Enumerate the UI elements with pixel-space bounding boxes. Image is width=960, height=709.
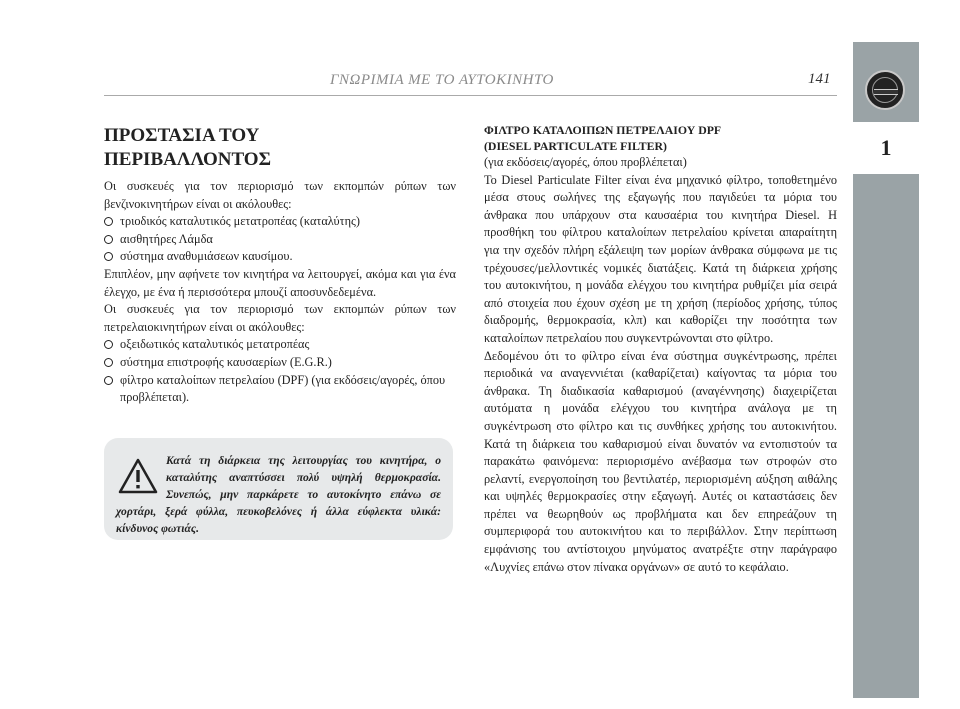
dpf-paragraph-2: Δεδομένου ότι το φίλτρο είναι ένα σύστημα συγκέντρωσης, πρέπει περιοδικά να αναγεννιέται (καθαρίζεται) καίγοντας τα μόρια του άνθρακα. Τη διαδικασία καθαρισμού (αναγέννησης) διαχειρίζεται αυτόματα η μονάδα ελέγχου του κινητήρα ανάλογα με τη συγκέντρωση στο φίλτρο και τις συνθήκες χρήσης του αυτοκινήτου. Κατά τη διάρκεια του καθαρισμού είναι δυνατόν να εντοπιστούν τα παρακάτω φαινόμενα: περιορισμένο ανέβασμα των στροφών στο ρελαντί, ενεργοποίηση του βεντιλατέρ, περιορισμένη αύξηση αιθάλης και υψηλές θερμοκρασίες στην εξαγωγή. Αυτές οι καταστάσεις δεν πρέπει να θεωρηθούν ως προβλήματα και δεν επηρεάζουν τη συμπεριφορά του αυτοκινήτου και το περιβάλλον. Στην περίπτωση εμφάνισης του αντίστοιχου μηνύματος ανατρέξτε στην παράγραφο «Λυχνίες επάνω στον πίνακα οργάνων» σε αυτό το κεφάλαιο. bbox=[484, 348, 837, 574]
dpf-title bbox=[484, 122, 837, 154]
section-heading-line2: ΠΕΡΙΒΑΛΛΟΝΤΟΣ bbox=[104, 149, 272, 170]
dpf-title-line1: ΦΙΛΤΡΟ ΚΑΤΑΛΟΙΠΩΝ ΠΕΤΡΕΛΑΙΟΥ DPF bbox=[484, 123, 722, 137]
logo-ring bbox=[872, 77, 898, 103]
dpf-title-line2: (DIESEL PARTICULATE FILTER) bbox=[484, 139, 667, 153]
list-item: αισθητήρες Λάμδα bbox=[104, 231, 456, 249]
chapter-tab[interactable]: 1 bbox=[853, 122, 919, 174]
list-item: οξειδωτικός καταλυτικός μετατροπέας bbox=[104, 336, 456, 354]
page-number: 141 bbox=[808, 71, 831, 87]
diesel-device-list bbox=[104, 336, 456, 406]
lancia-emblem-icon bbox=[865, 70, 905, 110]
dpf-subtitle: (για εκδόσεις/αγορές, όπου προβλέπεται) bbox=[484, 155, 687, 169]
section-heading-line1: ΠΡΟΣΤΑΣΙΑ ΤΟΥ bbox=[104, 125, 260, 146]
petrol-device-list bbox=[104, 213, 456, 266]
diesel-intro: Οι συσκευές για τον περιορισμό των εκπομπών ρύπων των πετρελαιοκινητήρων είναι οι ακόλουθες: bbox=[104, 302, 456, 334]
petrol-intro: Οι συσκευές για τον περιορισμό των εκπομπών ρύπων των βενζινοκινητήρων είναι οι ακόλουθες: bbox=[104, 179, 456, 211]
list-item: σύστημα επιστροφής καυσαερίων (E.G.R.) bbox=[104, 354, 456, 372]
warning-box bbox=[104, 438, 453, 540]
warning-text: Κατά τη διάρκεια της λειτουργίας του κινητήρα, ο καταλύτης αναπτύσσει πολύ υψηλή θερμοκρασία. Συνεπώς, μην παρκάρετε το αυτοκίνητο επάνω σε χορτάρι, ξερά φύλλα, πευκοβελόνες ή άλλα εύφλεκτα υλικά: κίνδυνος φωτιάς. bbox=[116, 454, 441, 535]
left-column bbox=[104, 178, 456, 407]
spark-plug-warning: Επιπλέον, μην αφήνετε τον κινητήρα να λειτουργεί, ακόμα και για ένα έλεγχο, με ένα ή περισσότερα μπουζί αποσυνδεδεμένα. bbox=[104, 266, 456, 299]
header-title: ΓΝΩΡΙΜΙΑ ΜΕ ΤΟ ΑΥΤΟΚΙΝΗΤΟ bbox=[330, 72, 554, 88]
list-item: φίλτρο καταλοίπων πετρελαίου (DPF) (για εκδόσεις/αγορές, όπου προβλέπεται). bbox=[104, 372, 456, 407]
section-heading bbox=[104, 124, 444, 172]
logo-bar bbox=[874, 89, 898, 95]
warning-triangle-icon bbox=[118, 458, 158, 494]
right-column bbox=[484, 122, 837, 576]
header-rule bbox=[104, 95, 837, 96]
list-item: τριοδικός καταλυτικός μετατροπέας (καταλύτης) bbox=[104, 213, 456, 231]
dpf-paragraph-1: Το Diesel Particulate Filter είναι ένα μηχανικό φίλτρο, τοποθετημένο μέσα στους σωλήνες της εξαγωγής που παγιδεύει τα μόρια του άνθρακα που υπάρχουν στα καυσαέρια του κινητήρα Diesel. Η προσθήκη του φίλτρου καταλοίπων πετρελαίου κρίνεται απαραίτητη για την σχεδόν πλήρη εξάλειψη των μορίων άνθρακα σύμφωνα με τις τρέχουσες/μελλοντικές νομικές διατάξεις. Κατά τη διάρκεια χρήσης του αυτοκινήτου, η μονάδα ελέγχου του κινητήρα ρυθμίζει μία σειρά από στοιχεία που έχουν σχέση με τη χρήση (περίοδος χρήσης, τύπος διαδρομής, θερμοκρασία, κλπ) και καθορίζει την ποσότητα των καταλοίπων πετρελαίου που συγκεντρώνονται στο φίλτρο. bbox=[484, 172, 837, 345]
list-item: σύστημα αναθυμιάσεων καυσίμου. bbox=[104, 248, 456, 266]
